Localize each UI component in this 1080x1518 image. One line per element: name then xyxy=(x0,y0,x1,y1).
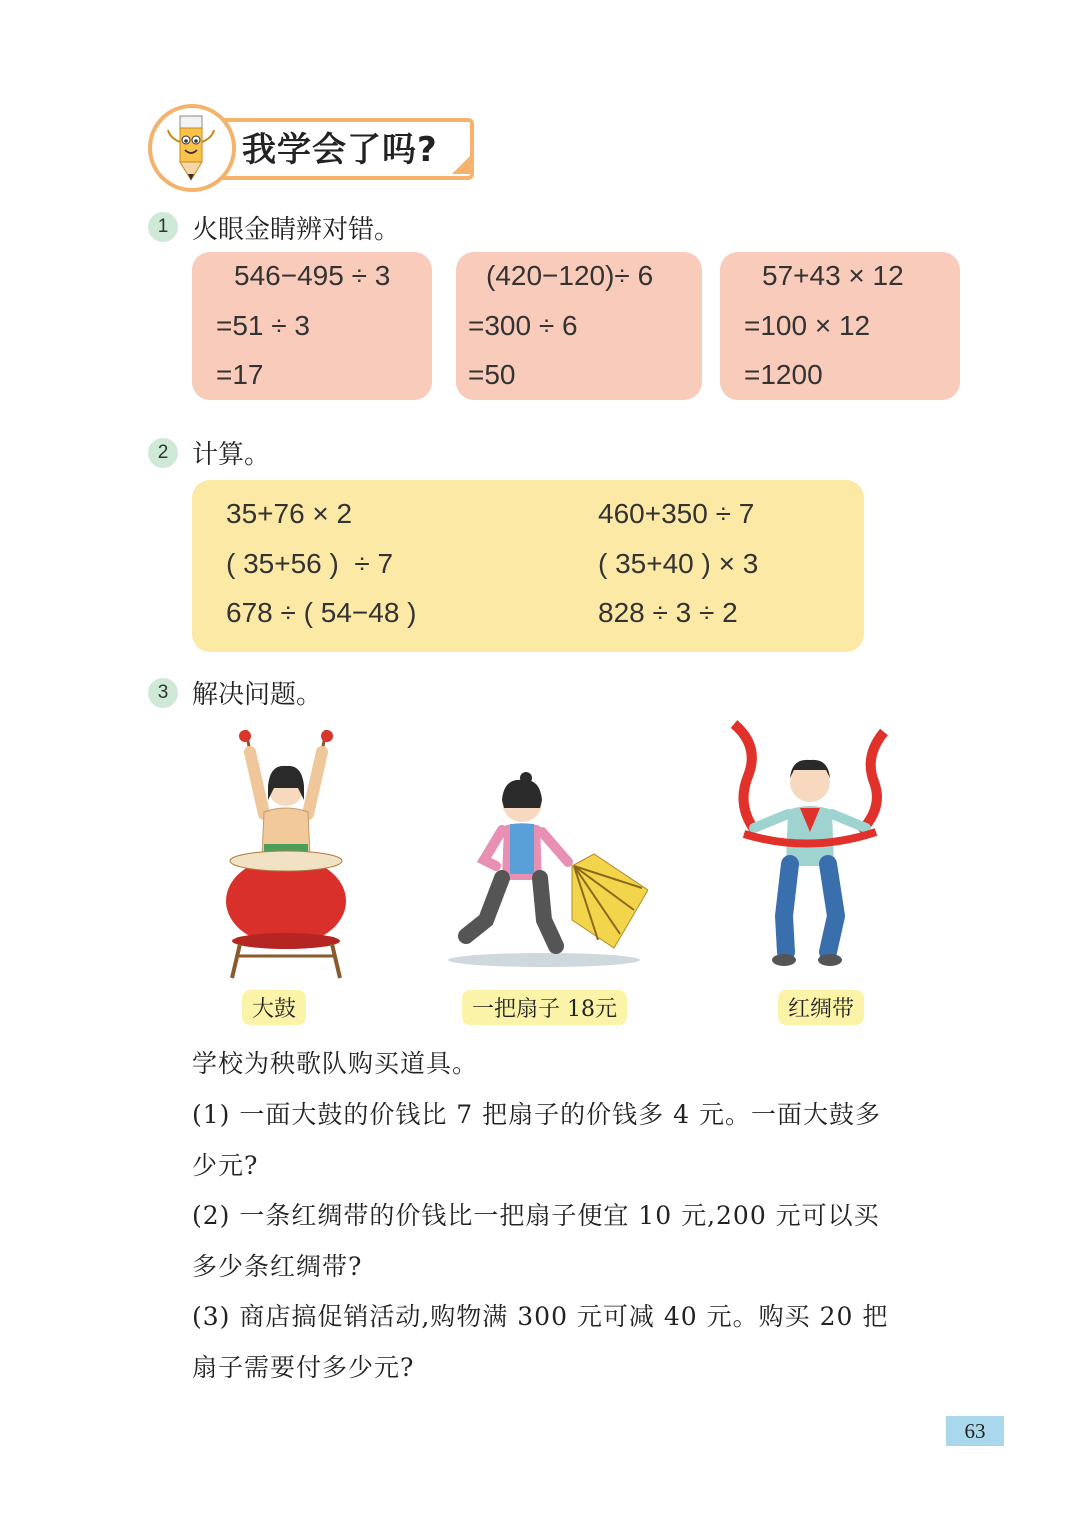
calc-line: =51 ÷ 3 xyxy=(216,310,310,341)
problem-3-line-1: (3) 商店搞促销活动,购物满 300 元可减 40 元。购买 20 把 xyxy=(192,1302,889,1331)
problem-2-line-2: 多少条红绸带? xyxy=(192,1252,363,1281)
calc-line: 546−495 ÷ 3 xyxy=(234,260,391,291)
calc-line: =100 × 12 xyxy=(744,310,871,341)
calc-line: (420−120)÷ 6 xyxy=(486,260,654,291)
header-mascot-circle xyxy=(148,104,236,192)
question-1-title: 火眼金睛辨对错。 xyxy=(192,215,401,245)
question-number-badge: 1 xyxy=(148,212,178,242)
problem-1-line-1: (1) 一面大鼓的价钱比 7 把扇子的价钱多 4 元。一面大鼓多 xyxy=(192,1100,881,1129)
exercise-right: 460+350 ÷ 7 xyxy=(598,498,755,529)
calc-line: =17 xyxy=(216,359,264,390)
calc-check-box-1 xyxy=(192,252,432,400)
calc-exercise-box xyxy=(192,480,864,652)
problem-intro: 学校为秧歌队购买道具。 xyxy=(192,1049,479,1078)
problem-1-line-2: 少元? xyxy=(192,1151,259,1180)
item-label: 红绸带 xyxy=(778,990,864,1025)
page-number: 63 xyxy=(946,1416,1004,1446)
ribbon-dancer-illustration xyxy=(724,716,900,972)
item-label: 一把扇子 18元 xyxy=(462,990,627,1025)
exercise-left: 678 ÷ ( 54−48 ) xyxy=(226,597,417,628)
question-2-title: 计算。 xyxy=(192,440,271,470)
calc-check-box-3 xyxy=(720,252,960,400)
problem-3-line-2: 扇子需要付多少元? xyxy=(192,1353,415,1382)
calc-line: =1200 xyxy=(744,359,823,390)
question-3-title: 解决问题。 xyxy=(192,680,323,710)
exercise-left: ( 35+56 ) ÷ 7 xyxy=(226,548,394,579)
question-number-badge: 2 xyxy=(148,438,178,468)
pencil-mascot-icon xyxy=(152,108,232,188)
problem-2-line-1: (2) 一条红绸带的价钱比一把扇子便宜 10 元,200 元可以买 xyxy=(192,1201,880,1230)
question-number-badge: 3 xyxy=(148,678,178,708)
calc-check-box-2 xyxy=(456,252,702,400)
calc-line: 57+43 × 12 xyxy=(762,260,904,291)
calc-line: =50 xyxy=(468,359,516,390)
fan-dancer-illustration xyxy=(444,770,648,970)
exercise-right: 828 ÷ 3 ÷ 2 xyxy=(598,597,738,628)
drummer-girl-illustration xyxy=(218,726,358,982)
item-label: 大鼓 xyxy=(242,990,306,1025)
calc-line: =300 ÷ 6 xyxy=(468,310,578,341)
section-heading: 我学会了吗? xyxy=(242,130,438,170)
exercise-left: 35+76 × 2 xyxy=(226,498,353,529)
exercise-right: ( 35+40 ) × 3 xyxy=(598,548,759,579)
